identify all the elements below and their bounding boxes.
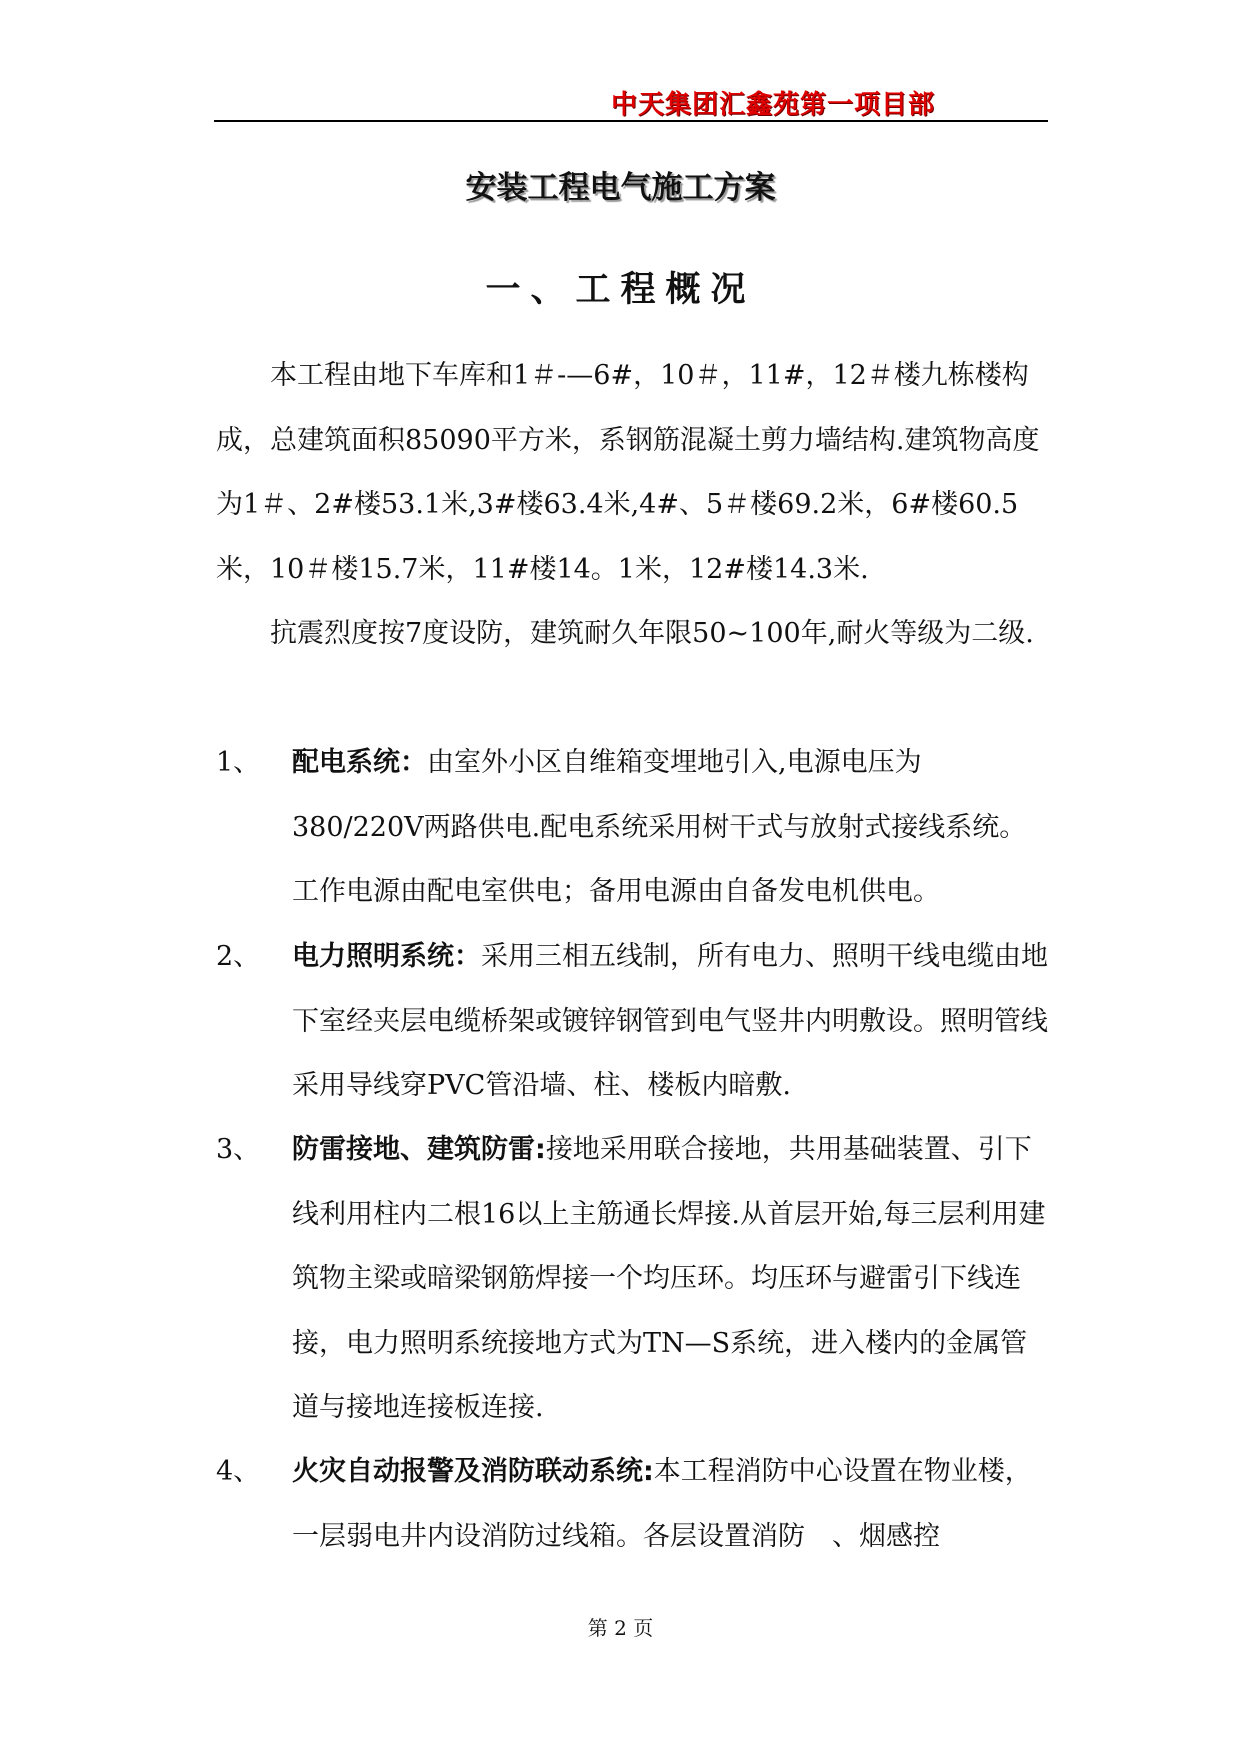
list-item-number: 1、 — [216, 747, 261, 778]
list-item-heading: 电力照明系统： — [292, 941, 481, 972]
list-item-heading: 火灾自动报警及消防联动系统: — [292, 1456, 654, 1487]
page-number: 第 2 页 — [587, 1616, 654, 1640]
list-item-body — [292, 731, 1052, 925]
list-item-number: 3、 — [216, 1134, 261, 1165]
list-item-heading: 防雷接地、建筑防雷: — [292, 1134, 546, 1165]
list-item-number: 2、 — [216, 941, 261, 972]
header-company-name: 中天集团汇鑫苑第一项目部 — [610, 90, 935, 120]
list-item-body — [292, 1440, 1052, 1569]
list-item-text: 本工程消防中心设置在物业楼，一层弱电井内设消防过线箱。各层设置消防 、烟感控 — [292, 1456, 1032, 1552]
seismic-paragraph: 抗震烈度按7度设防，建筑耐久年限50~100年,耐火等级为二级. — [270, 618, 1034, 649]
list-item-body — [292, 925, 1052, 1119]
list-item-heading: 配电系统： — [292, 747, 427, 778]
overview-paragraph: 本工程由地下车库和1＃-—6#，10＃，11#，12＃楼九栋楼构成，总建筑面积85090平方米，系钢筋混凝土剪力墙结构.建筑物高度为1＃、2#楼53.1米,3#楼63.4米,4#、5＃楼69.2米，6#楼60.5米，10＃楼15.7米，11#楼14。1米，12#楼14.3米. — [216, 360, 1040, 585]
document-title: 安装工程电气施工方案 — [465, 170, 776, 206]
section-title: 一、工程概况 — [485, 270, 756, 310]
list-item-number: 4、 — [216, 1456, 261, 1487]
list-item-body — [292, 1118, 1052, 1441]
list-item-text: 接地采用联合接地，共用基础装置、引下线利用柱内二根16以上主筋通长焊接.从首层开始,每三层利用建筑物主梁或暗梁钢筋焊接一个均压环。均压环与避雷引下线连接，电力照明系统接地方式为TN—S系统，进入楼内的金属管道与接地连接板连接. — [292, 1134, 1046, 1423]
header-divider — [214, 120, 1048, 122]
list-item-text: 由室外小区自维箱变埋地引入,电源电压为380/220V两路供电.配电系统采用树干式与放射式接线系统。工作电源由配电室供电；备用电源由自备发电机供电。 — [292, 747, 1027, 907]
list-item-text: 采用三相五线制，所有电力、照明干线电缆由地下室经夹层电缆桥架或镀锌钢管到电气竖井内明敷设。照明管线采用导线穿PVC管沿墙、柱、楼板内暗敷. — [292, 941, 1048, 1101]
